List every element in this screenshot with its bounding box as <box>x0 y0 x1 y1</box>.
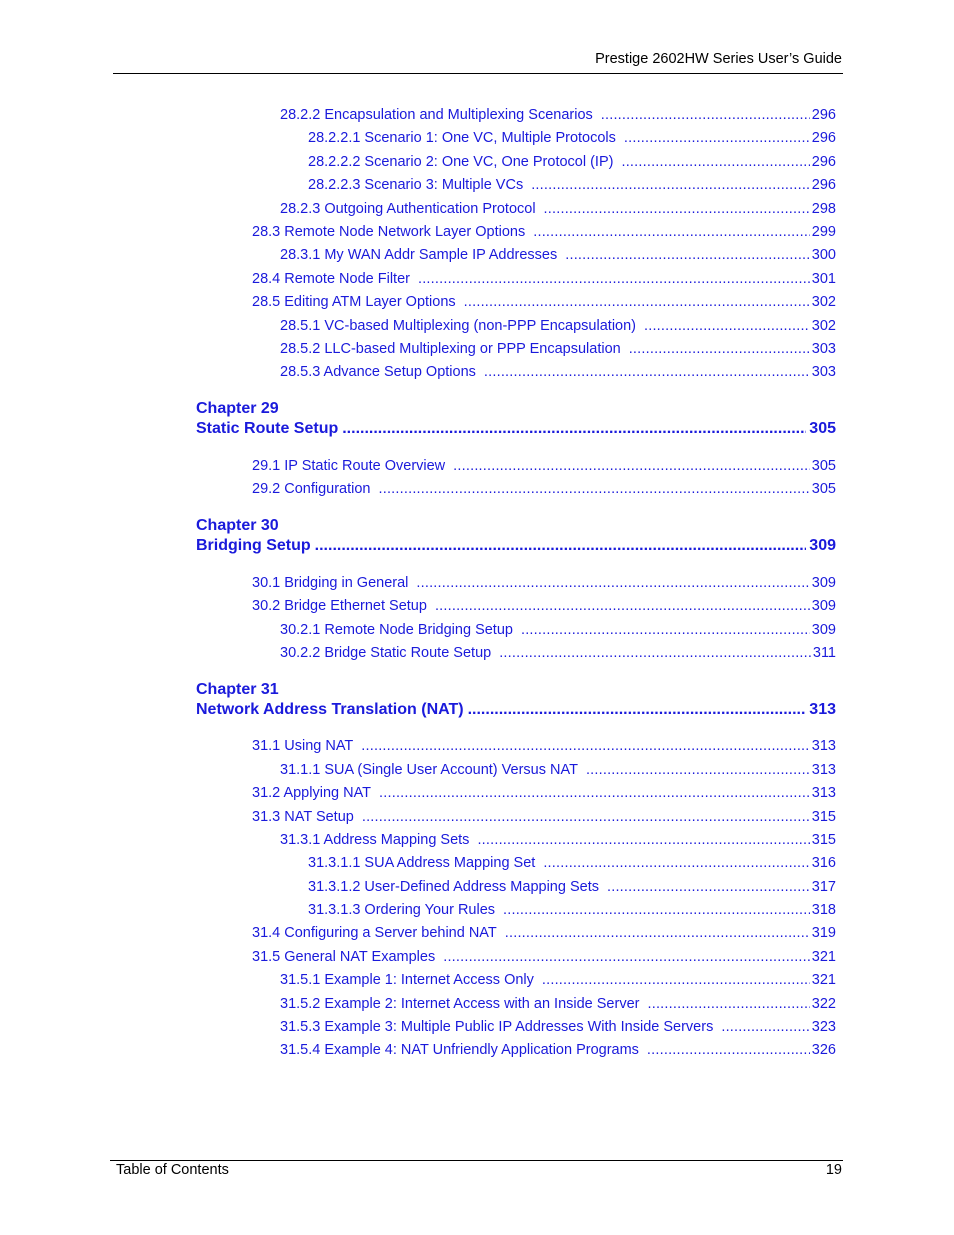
toc-entry-page: 302 <box>811 318 836 334</box>
toc-entry[interactable] <box>252 949 836 969</box>
toc-entry-page: 309 <box>811 575 836 591</box>
toc-entry-page: 326 <box>811 1042 836 1058</box>
leader-dots <box>464 294 810 310</box>
toc-entry[interactable] <box>280 364 836 384</box>
leader-dots <box>533 224 810 240</box>
toc-entry-page: 298 <box>811 201 836 217</box>
toc-entry-page: 296 <box>811 154 836 170</box>
toc-entry-page: 302 <box>811 294 836 310</box>
leader-dots <box>416 575 809 591</box>
toc-entry-title: 31.2 Applying NAT <box>252 785 372 801</box>
toc-entry-page: 315 <box>811 809 836 825</box>
leader-dots <box>607 879 810 895</box>
chapter-title: Static Route Setup <box>196 420 339 437</box>
footer-section-title: Table of Contents <box>116 1162 229 1178</box>
toc-entry[interactable] <box>252 294 836 314</box>
leader-dots <box>544 201 810 217</box>
leader-dots <box>484 364 810 380</box>
toc-entry[interactable] <box>252 575 836 595</box>
toc-entry-title: 28.2.3 Outgoing Authentication Protocol <box>280 201 536 217</box>
chapter-entry[interactable] <box>196 420 836 442</box>
toc-entry[interactable] <box>252 481 836 501</box>
toc-entry[interactable] <box>308 855 836 875</box>
toc-entry-page: 311 <box>812 645 836 661</box>
toc-entry[interactable] <box>280 1019 836 1039</box>
toc-entry[interactable] <box>252 271 836 291</box>
toc-entry-title: 28.5.2 LLC-based Multiplexing or PPP Encapsulation <box>280 341 621 357</box>
toc-entry-page: 303 <box>811 341 836 357</box>
toc-entry[interactable] <box>280 996 836 1016</box>
toc-entry-title: 30.2.1 Remote Node Bridging Setup <box>280 622 513 638</box>
toc-entry-title: 28.2.2.1 Scenario 1: One VC, Multiple Protocols <box>308 130 616 146</box>
leader-dots <box>379 785 810 801</box>
leader-dots <box>342 420 806 438</box>
leader-dots <box>629 341 810 357</box>
toc-entry[interactable] <box>308 177 836 197</box>
toc-entry-title: 30.2.2 Bridge Static Route Setup <box>280 645 492 661</box>
toc-entry[interactable] <box>252 785 836 805</box>
toc-entry-title: 28.5.1 VC-based Multiplexing (non-PPP Encapsulation) <box>280 318 636 334</box>
leader-dots <box>621 154 809 170</box>
page-number: 19 <box>825 1162 842 1178</box>
header-rule <box>113 73 843 74</box>
toc-entry[interactable] <box>252 925 836 945</box>
toc-entry-title: 31.4 Configuring a Server behind NAT <box>252 925 497 941</box>
toc-entry-page: 299 <box>811 224 836 240</box>
toc-entry-title: 31.5.1 Example 1: Internet Access Only <box>280 972 534 988</box>
toc-entry-page: 296 <box>811 177 836 193</box>
leader-dots <box>586 762 810 778</box>
toc-entry[interactable] <box>280 341 836 361</box>
leader-dots <box>644 318 810 334</box>
leader-dots <box>521 622 810 638</box>
toc-entry-page: 322 <box>811 996 836 1012</box>
toc-entry-title: 28.3 Remote Node Network Layer Options <box>252 224 526 240</box>
leader-dots <box>565 247 810 263</box>
leader-dots <box>543 855 809 871</box>
toc-entry-page: 309 <box>811 622 836 638</box>
leader-dots <box>542 972 810 988</box>
toc-entry-page: 313 <box>811 785 836 801</box>
toc-entry[interactable] <box>308 154 836 174</box>
toc-entry-title: 28.3.1 My WAN Addr Sample IP Addresses <box>280 247 558 263</box>
toc-entry-title: 30.2 Bridge Ethernet Setup <box>252 598 427 614</box>
leader-dots <box>503 902 810 918</box>
leader-dots <box>531 177 810 193</box>
toc-entry[interactable] <box>280 107 836 127</box>
leader-dots <box>505 925 810 941</box>
toc-entry-title: 30.1 Bridging in General <box>252 575 409 591</box>
toc-entry-page: 315 <box>811 832 836 848</box>
toc-entry-page: 321 <box>811 972 836 988</box>
leader-dots <box>379 481 810 497</box>
toc-entry-title: 31.3.1 Address Mapping Sets <box>280 832 470 848</box>
chapter-label: Chapter 29 <box>196 400 279 417</box>
toc-entry-page: 301 <box>811 271 836 287</box>
toc-entry-title: 28.4 Remote Node Filter <box>252 271 410 287</box>
chapter-page: 313 <box>809 701 836 718</box>
leader-dots <box>418 271 810 287</box>
toc-entry[interactable] <box>308 879 836 899</box>
toc-entry-page: 313 <box>811 762 836 778</box>
leader-dots <box>499 645 811 661</box>
toc-entry-title: 31.1.1 SUA (Single User Account) Versus NAT <box>280 762 578 778</box>
chapter-title: Network Address Translation (NAT) <box>196 701 464 718</box>
leader-dots <box>453 458 810 474</box>
footer-rule <box>110 1160 843 1161</box>
toc-entry-page: 321 <box>811 949 836 965</box>
toc-entry-page: 316 <box>811 855 836 871</box>
leader-dots <box>443 949 810 965</box>
toc-entry[interactable] <box>252 738 836 758</box>
toc-entry[interactable] <box>308 130 836 150</box>
chapter-label: Chapter 31 <box>196 681 279 698</box>
toc-entry-page: 300 <box>811 247 836 263</box>
toc-entry[interactable] <box>252 458 836 478</box>
toc-entry[interactable] <box>280 622 836 642</box>
leader-dots <box>435 598 810 614</box>
toc-entry-title: 28.2.2.2 Scenario 2: One VC, One Protocol (IP) <box>308 154 614 170</box>
leader-dots <box>721 1019 809 1035</box>
chapter-page: 309 <box>809 537 836 554</box>
chapter-entry[interactable] <box>196 537 836 559</box>
toc-entry-title: 29.1 IP Static Route Overview <box>252 458 446 474</box>
toc-entry-page: 305 <box>811 458 836 474</box>
toc-entry-page: 317 <box>811 879 836 895</box>
toc-entry-page: 318 <box>811 902 836 918</box>
toc-entry[interactable] <box>280 318 836 338</box>
toc-entry[interactable] <box>280 762 836 782</box>
toc-entry-title: 31.5.3 Example 3: Multiple Public IP Addresses With Inside Servers <box>280 1019 714 1035</box>
toc-entry[interactable] <box>280 645 836 665</box>
leader-dots <box>477 832 809 848</box>
toc-entry-page: 296 <box>811 107 836 123</box>
toc-entry-title: 28.5 Editing ATM Layer Options <box>252 294 456 310</box>
toc-entry-title: 31.3.1.1 SUA Address Mapping Set <box>308 855 536 871</box>
toc-entry-title: 28.2.2 Encapsulation and Multiplexing Scenarios <box>280 107 593 123</box>
toc-entry-page: 313 <box>811 738 836 754</box>
toc-entry-title: 31.5.4 Example 4: NAT Unfriendly Application Programs <box>280 1042 639 1058</box>
leader-dots <box>647 996 809 1012</box>
chapter-label: Chapter 30 <box>196 517 279 534</box>
leader-dots <box>647 1042 810 1058</box>
toc-entry-page: 309 <box>811 598 836 614</box>
chapter-title: Bridging Setup <box>196 537 311 554</box>
toc-entry-page: 323 <box>811 1019 836 1035</box>
toc-entry-title: 31.3 NAT Setup <box>252 809 354 825</box>
toc-entry-title: 28.2.2.3 Scenario 3: Multiple VCs <box>308 177 524 193</box>
toc-entry[interactable] <box>280 1042 836 1062</box>
leader-dots <box>624 130 810 146</box>
toc-entry-title: 31.3.1.2 User-Defined Address Mapping Sets <box>308 879 599 895</box>
leader-dots <box>362 809 810 825</box>
chapter-page: 305 <box>809 420 836 437</box>
toc-entry-title: 31.5.2 Example 2: Internet Access with an Inside Server <box>280 996 640 1012</box>
toc-entry[interactable] <box>280 832 836 852</box>
leader-dots <box>601 107 810 123</box>
toc-entry-title: 31.5 General NAT Examples <box>252 949 436 965</box>
toc-entry-page: 319 <box>811 925 836 941</box>
page-header-title: Prestige 2602HW Series User’s Guide <box>595 51 842 67</box>
toc-entry-title: 31.3.1.3 Ordering Your Rules <box>308 902 496 918</box>
leader-dots <box>361 738 810 754</box>
toc-entry[interactable] <box>252 809 836 829</box>
toc-entry[interactable] <box>280 247 836 267</box>
toc-entry-title: 29.2 Configuration <box>252 481 371 497</box>
toc-entry[interactable] <box>280 972 836 992</box>
toc-entry-title: 31.1 Using NAT <box>252 738 354 754</box>
leader-dots <box>315 537 807 555</box>
toc-entry-page: 305 <box>811 481 836 497</box>
toc-entry[interactable] <box>308 902 836 922</box>
toc-entry[interactable] <box>252 598 836 618</box>
chapter-entry[interactable] <box>196 701 836 723</box>
toc-entry-page: 303 <box>811 364 836 380</box>
toc-entry[interactable] <box>252 224 836 244</box>
toc-entry[interactable] <box>280 201 836 221</box>
leader-dots <box>468 701 807 719</box>
toc-entry-title: 28.5.3 Advance Setup Options <box>280 364 476 380</box>
toc-entry-page: 296 <box>811 130 836 146</box>
